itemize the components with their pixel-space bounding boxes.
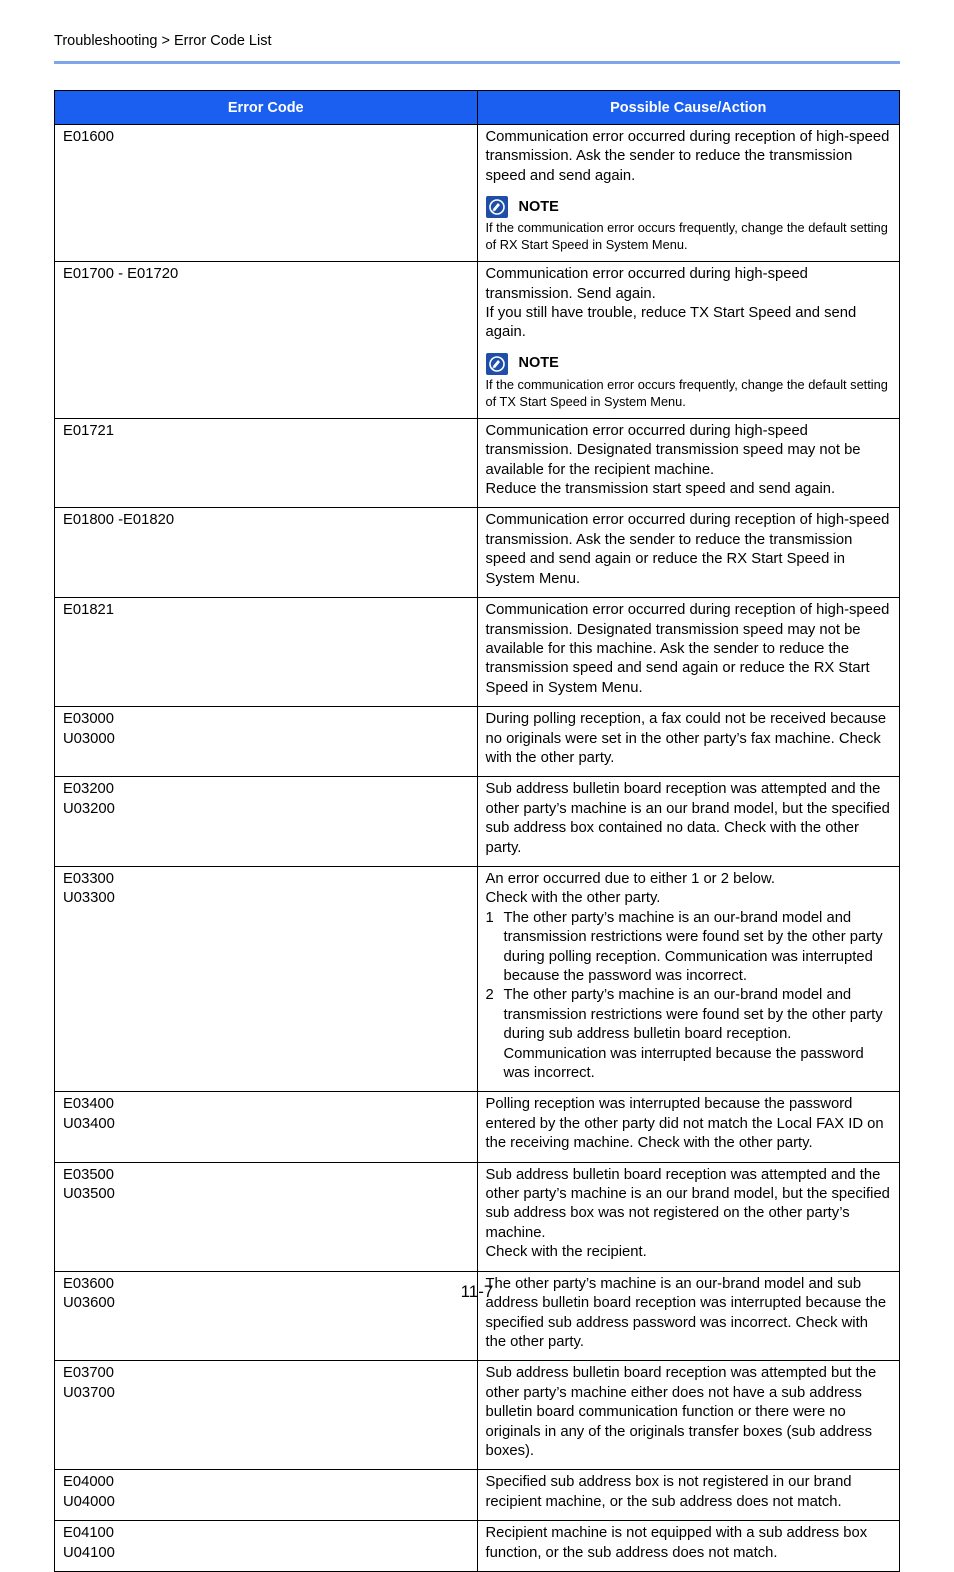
cause-action-cell: [477, 707, 900, 777]
table-row: [55, 707, 900, 777]
error-code: U03700: [63, 1384, 115, 1401]
note-label: NOTE: [518, 198, 559, 215]
error-code: E04100: [63, 1525, 115, 1542]
error-code-cell: [55, 777, 478, 867]
numbered-list-item: [486, 986, 893, 1083]
numbered-list-item: [486, 909, 893, 987]
cause-action-text: Sub address bulletin board reception was attempted and the other party’s machine is an our brand model, but the specified sub address box contained no data. Check with the other party.: [485, 781, 895, 856]
error-code-cell: [55, 1521, 478, 1572]
note-icon: [486, 353, 508, 375]
error-code: E01700 - E01720: [63, 266, 179, 283]
note-heading: [486, 353, 893, 375]
cause-action-cell: [477, 1470, 900, 1521]
error-code: U03200: [63, 800, 115, 817]
table-row: [55, 1521, 900, 1572]
cause-action-text: Communication error occurred during reception of high-speed transmission. Ask the sender to reduce the transmission speed and send again or reduce the RX Start Speed in System Menu.: [485, 512, 894, 587]
note-icon: [486, 196, 508, 218]
cause-action-text: Communication error occurred during reception of high-speed transmission. Ask the sender to reduce the transmission speed and send again.: [485, 129, 894, 184]
error-code: E03000: [63, 711, 115, 728]
error-code-cell: [55, 1470, 478, 1521]
column-header-cause-action: Possible Cause/Action: [477, 91, 900, 125]
list-item-text: The other party’s machine is an our-brand model and transmission restrictions were found set by the other party during polling reception. Communication was interrupted because the password was incorrect.: [503, 909, 883, 984]
table-row: [55, 1092, 900, 1162]
error-code: U04100: [63, 1544, 115, 1561]
breadcrumb: Troubleshooting > Error Code List: [54, 33, 272, 49]
cause-action-text: If you still have trouble, reduce TX Start Speed and send again.: [485, 305, 861, 341]
error-code-cell: [55, 1162, 478, 1271]
cause-action-text: Reduce the transmission start speed and send again.: [485, 481, 836, 498]
error-code: E03600: [63, 1275, 115, 1292]
cause-action-text: Check with the recipient.: [485, 1244, 647, 1261]
table-row: [55, 508, 900, 598]
cause-action-text: Communication error occurred during high-speed transmission. Designated transmission speed may not be available for the recipient machine.: [485, 422, 865, 478]
table-row: [55, 598, 900, 707]
cause-action-text: Sub address bulletin board reception was attempted and the other party’s machine is an our brand model, but the specified sub address box was not registered on the other party’s machine.: [485, 1166, 895, 1241]
note-text: If the communication error occurs frequently, change the default setting of RX Start Speed in System Menu.: [485, 220, 888, 253]
cause-action-text: Check with the other party.: [485, 890, 661, 907]
error-code: E03500: [63, 1166, 115, 1183]
error-code-cell: [55, 262, 478, 419]
error-code: E03700: [63, 1365, 115, 1382]
cause-action-cell: [477, 418, 900, 508]
cause-action-cell: [477, 777, 900, 867]
error-code-cell: [55, 1092, 478, 1162]
table-row: [55, 777, 900, 867]
table-row: [55, 866, 900, 1091]
cause-action-text: An error occurred due to either 1 or 2 below.: [485, 870, 776, 887]
error-code: E03400: [63, 1096, 115, 1113]
note-heading: [486, 196, 893, 218]
error-code: U03500: [63, 1186, 115, 1203]
error-code: E01800 -E01820: [63, 512, 175, 529]
error-code-cell: [55, 707, 478, 777]
cause-action-text: The other party’s machine is an our-brand model and sub address bulletin board reception was interrupted because the specified sub address password was incorrect. Check with the other party.: [485, 1275, 891, 1350]
cause-action-text: Sub address bulletin board reception was attempted but the other party’s machine either does not have a sub address bulletin board communication function or there were no originals in any of the originals transfer boxes (sub address boxes).: [485, 1365, 881, 1459]
table-row: [55, 418, 900, 508]
cause-action-cell: [477, 1361, 900, 1470]
note-block: [486, 353, 893, 410]
cause-action-cell: [477, 1521, 900, 1572]
cause-action-text: Communication error occurred during reception of high-speed transmission. Designated transmission speed may not be available for this machine. Ask the sender to reduce the transmission speed and send again or reduce the RX Start Speed in System Menu.: [485, 602, 894, 696]
note-text: If the communication error occurs frequently, change the default setting of TX Start Speed in System Menu.: [485, 376, 888, 409]
error-code: E01821: [63, 602, 115, 619]
error-code: E03200: [63, 781, 115, 798]
note-block: [486, 196, 893, 253]
cause-action-text: Recipient machine is not equipped with a sub address box function, or the sub address does not match.: [485, 1525, 872, 1561]
cause-action-text: Polling reception was interrupted because the password entered by the other party did not match the Local FAX ID on the receiving machine. Check with the other party.: [485, 1096, 888, 1152]
page-number: 11-7: [460, 1282, 494, 1301]
table-row: [55, 262, 900, 419]
cause-action-cell: [477, 508, 900, 598]
table-row: [55, 1162, 900, 1271]
error-code: E04000: [63, 1474, 115, 1491]
error-code: E01600: [63, 129, 115, 145]
error-code: U03600: [63, 1295, 115, 1312]
error-code: E01721: [63, 422, 115, 439]
error-code-cell: [55, 508, 478, 598]
list-item-number: 1: [485, 909, 494, 926]
cause-action-text: During polling reception, a fax could not be received because no originals were set in the other party’s fax machine. Check with the other party.: [485, 711, 891, 766]
cause-action-text: Specified sub address box is not registered in our brand recipient machine, or the sub address does not match.: [485, 1474, 856, 1510]
note-label: NOTE: [518, 355, 559, 372]
header-rule: [54, 61, 900, 64]
cause-action-cell: [477, 125, 900, 262]
cause-action-cell: [477, 1162, 900, 1271]
cause-action-text: Communication error occurred during high-speed transmission. Send again.: [485, 266, 813, 302]
error-code-cell: [55, 866, 478, 1091]
error-code-cell: [55, 1361, 478, 1470]
error-code: U03400: [63, 1115, 115, 1132]
cause-action-cell: [477, 1092, 900, 1162]
cause-action-cell: [477, 262, 900, 419]
table-header-row: [55, 91, 900, 125]
table-row: [55, 1470, 900, 1521]
column-header-error-code: Error Code: [55, 91, 478, 125]
error-code-cell: [55, 125, 478, 262]
table-row: [55, 125, 900, 262]
error-code: U03300: [63, 890, 115, 907]
table-row: [55, 1361, 900, 1470]
error-code-cell: [55, 418, 478, 508]
error-code: U03000: [63, 730, 115, 747]
error-code: U04000: [63, 1493, 115, 1510]
list-item-text: The other party’s machine is an our-brand model and transmission restrictions were found set by the other party during sub address bulletin board reception. Communication was interrupted because the password was incorrect.: [503, 987, 883, 1082]
cause-action-cell: [477, 598, 900, 707]
cause-action-cell: [477, 866, 900, 1091]
error-code: E03300: [63, 870, 115, 887]
list-item-number: 2: [485, 987, 494, 1004]
error-code-cell: [55, 598, 478, 707]
